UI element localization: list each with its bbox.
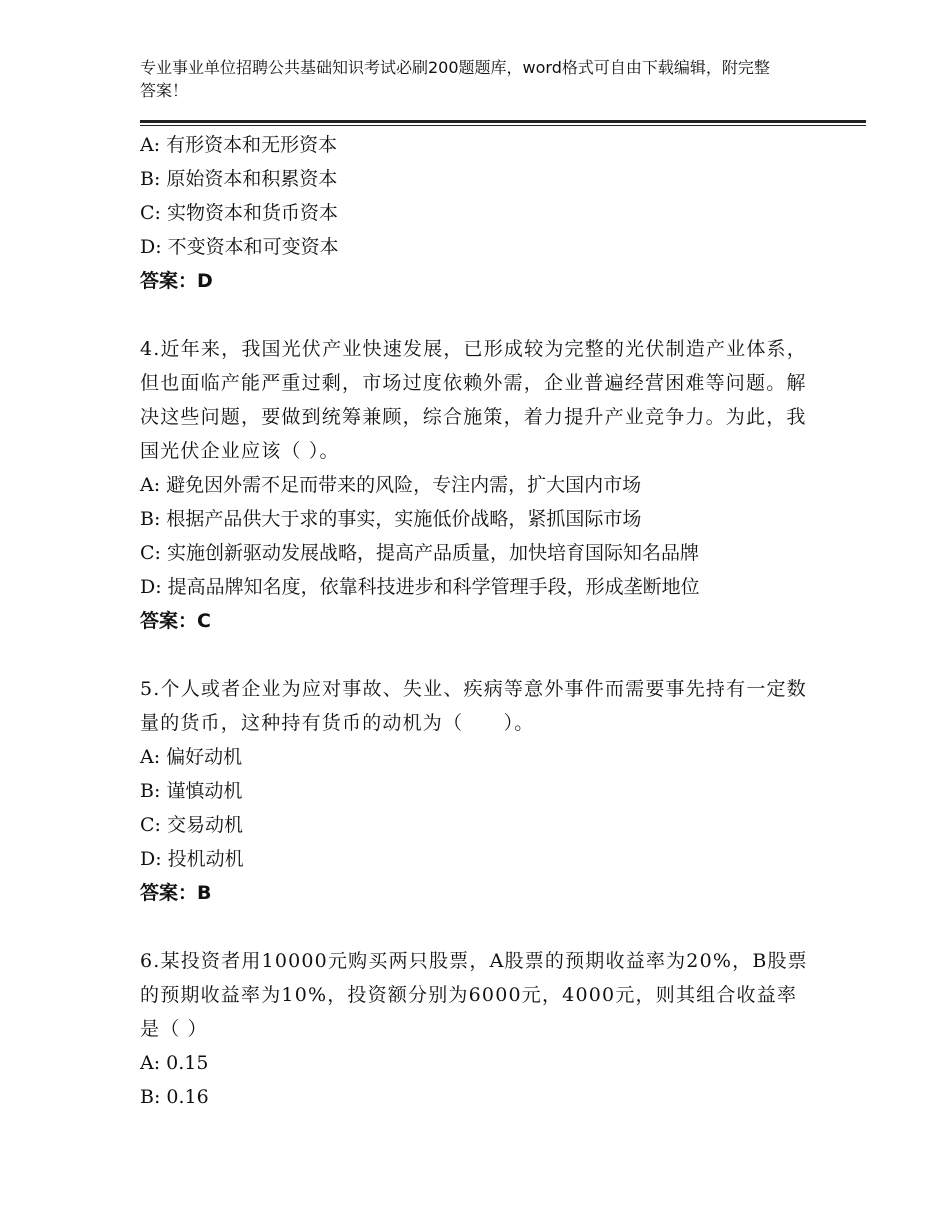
- q6-option-a: A: 0.15: [140, 1052, 209, 1074]
- q5-answer: 答案：B: [140, 882, 212, 904]
- document-body: [140, 128, 810, 1114]
- q5-option-a: A: 偏好动机: [140, 746, 243, 768]
- question-3-block: [140, 128, 810, 298]
- header-rule-thin: [140, 125, 866, 126]
- q5-option-b: B: 谨慎动机: [140, 780, 243, 802]
- q5-stem: 5.个人或者企业为应对事故、失业、疾病等意外事件而需要事先持有一定数量的货币，这种持有货币的动机为（ ）。: [140, 678, 807, 734]
- q6-option-b: B: 0.16: [140, 1086, 209, 1108]
- q3-option-a: A: 有形资本和无形资本: [140, 134, 338, 156]
- question-6-block: [140, 944, 810, 1114]
- q3-answer: 答案：D: [140, 270, 213, 292]
- q5-option-d: D: 投机动机: [140, 848, 244, 870]
- q3-option-b: B: 原始资本和积累资本: [140, 168, 338, 190]
- q5-option-c: C: 交易动机: [140, 814, 243, 836]
- q4-option-c: C: 实施创新驱动发展战略，提高产品质量，加快培育国际知名品牌: [140, 542, 699, 564]
- q6-stem: 6.某投资者用10000元购买两只股票，A股票的预期收益率为20%，B股票的预期收益率为10%，投资额分别为6000元，4000元，则其组合收益率是（ ）: [140, 950, 808, 1040]
- q3-option-c: C: 实物资本和货币资本: [140, 202, 338, 224]
- q4-option-b: B: 根据产品供大于求的事实，实施低价战略，紧抓国际市场: [140, 508, 642, 530]
- question-5-block: [140, 672, 810, 910]
- document-header: 专业事业单位招聘公共基础知识考试必刷200题题库，word格式可自由下载编辑，附完整答案！: [140, 58, 770, 100]
- q4-option-a: A: 避免因外需不足而带来的风险，专注内需，扩大国内市场: [140, 474, 642, 496]
- header-rule-thick: [140, 120, 866, 123]
- q4-stem: 4.近年来，我国光伏产业快速发展，已形成较为完整的光伏制造产业体系，但也面临产能严重过剩，市场过度依赖外需，企业普遍经营困难等问题。解决这些问题，要做到统筹兼顾，综合施策，着力提升产业竞争力。为此，我国光伏企业应该（ ）。: [140, 338, 807, 462]
- q4-option-d: D: 提高品牌知名度，依靠科技进步和科学管理手段，形成垄断地位: [140, 576, 700, 598]
- question-4-block: [140, 332, 810, 638]
- q4-answer: 答案：C: [140, 610, 211, 632]
- q3-option-d: D: 不变资本和可变资本: [140, 236, 339, 258]
